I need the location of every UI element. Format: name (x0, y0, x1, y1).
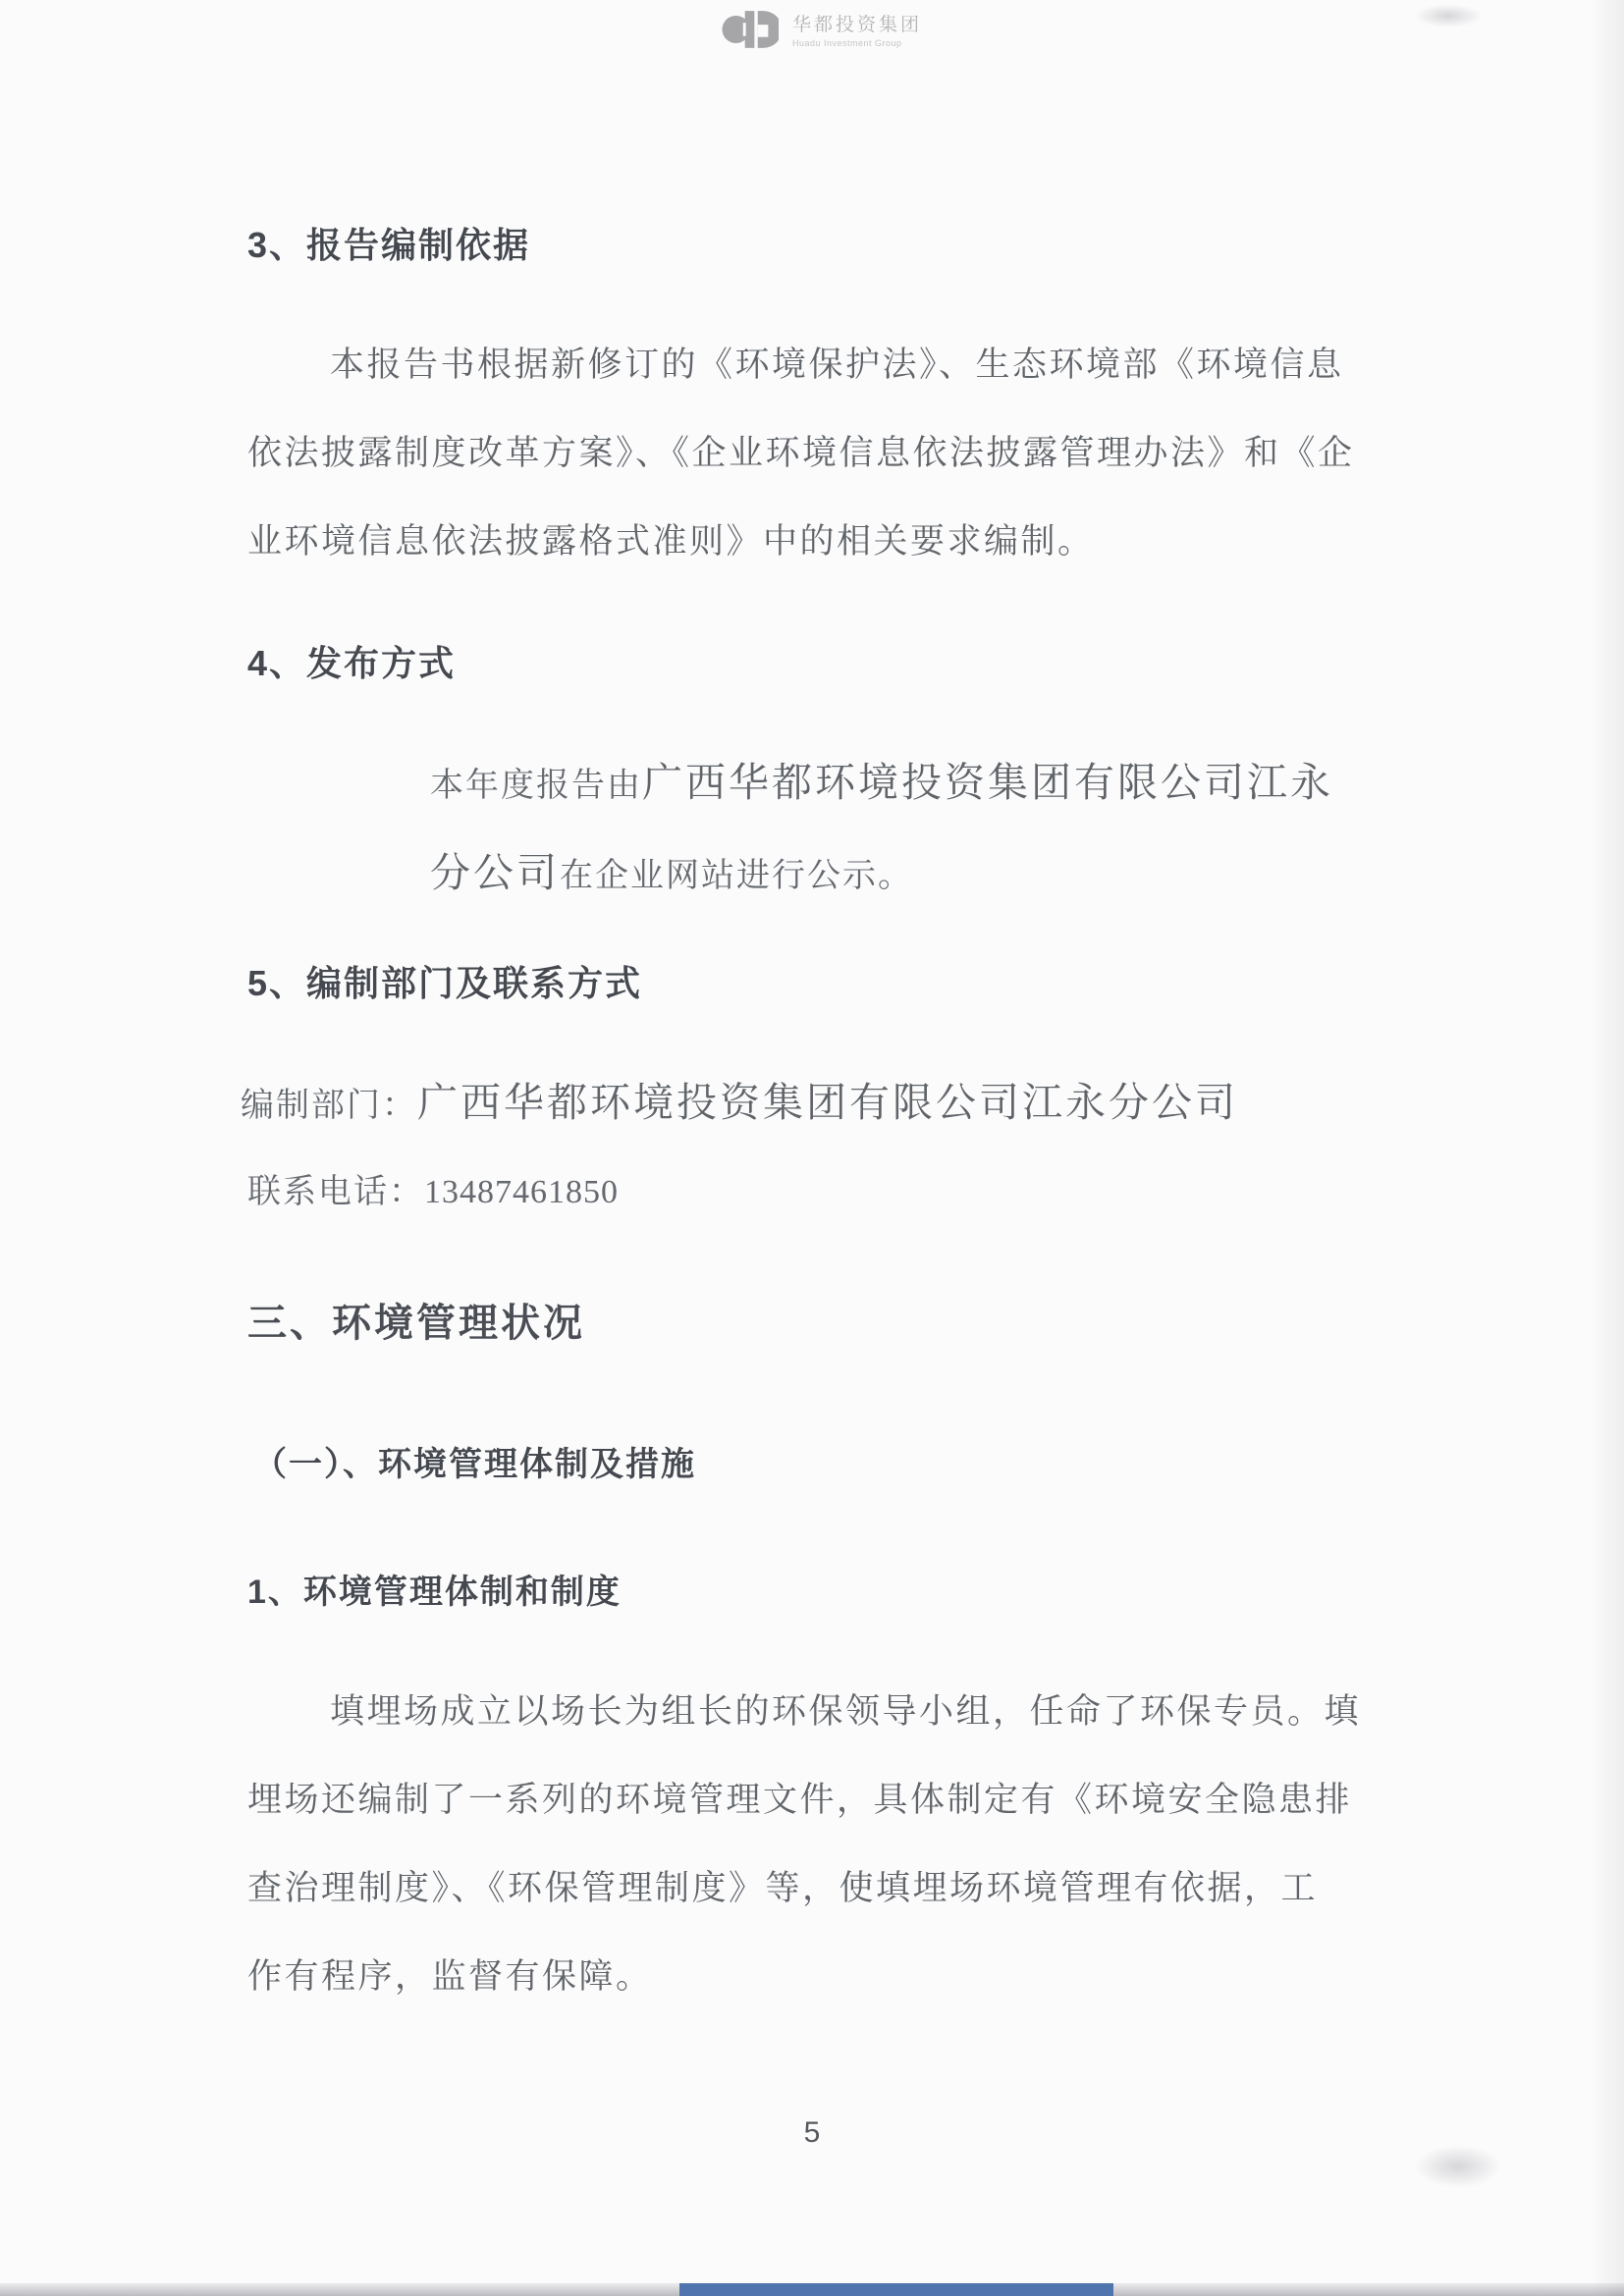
phone-value: 13487461850 (424, 1174, 619, 1210)
logo-text (792, 15, 922, 48)
phone-line (247, 1164, 619, 1212)
page-edge-shade (1591, 0, 1624, 2296)
company-name-part1: 广西华都环境投资集团有限公司江永 (642, 760, 1333, 805)
paragraph-line (430, 840, 913, 898)
logo-name-en: Huadu Investment Group (792, 38, 902, 49)
scan-artifact (1414, 2145, 1502, 2188)
dept-label: 编制部门： (241, 1088, 417, 1124)
phone-label: 联系电话： (247, 1174, 424, 1210)
company-name-part2: 分公司 (430, 850, 560, 895)
paragraph-line: 依法披露制度改革方案》、《企业环境信息依法披露管理办法》和《企 (247, 434, 1355, 472)
paragraph-line: 埋场还编制了一系列的环境管理文件，具体制定有《环境安全隐患排 (247, 1781, 1353, 1819)
paragraph-line (430, 750, 1333, 808)
section-heading-3: 3、报告编制依据 (247, 225, 531, 265)
dept-value: 广西华都环境投资集团有限公司江永分公司 (417, 1080, 1238, 1125)
paragraph-line: 本报告书根据新修订的《环境保护法》、生态环境部《环境信息 (330, 346, 1344, 384)
paragraph-line: 业环境信息依法披露格式准则》中的相关要求编制。 (247, 522, 1095, 561)
chapter-heading: 三、环境管理状况 (247, 1302, 585, 1345)
company-logo (722, 8, 922, 56)
section-heading-5: 5、编制部门及联系方式 (247, 963, 643, 1003)
page-number: 5 (803, 2116, 821, 2149)
paragraph-line: 填埋场成立以场长为组长的环保领导小组，任命了环保专员。填 (330, 1692, 1362, 1731)
publish-line-prefix: 本年度报告由 (430, 768, 642, 804)
section-heading-4: 4、发布方式 (247, 643, 457, 683)
sub-heading: （一）、环境管理体制及措施 (253, 1446, 696, 1483)
publish-line-suffix: 在企业网站进行公示。 (560, 858, 913, 894)
logo-name-cn: 华都投资集团 (792, 15, 923, 36)
huadu-logo-icon (722, 8, 779, 56)
dept-line (241, 1070, 1238, 1128)
footer-scan-bar (0, 2283, 1624, 2296)
paragraph-line: 作有程序，监督有保障。 (247, 1957, 653, 1996)
item-heading: 1、环境管理体制和制度 (247, 1574, 622, 1611)
footer-accent-bar (679, 2283, 1113, 2296)
scan-artifact (1414, 4, 1483, 27)
paragraph-line: 查治理制度》、《环保管理制度》等，使填埋场环境管理有依据，工 (247, 1869, 1319, 1907)
